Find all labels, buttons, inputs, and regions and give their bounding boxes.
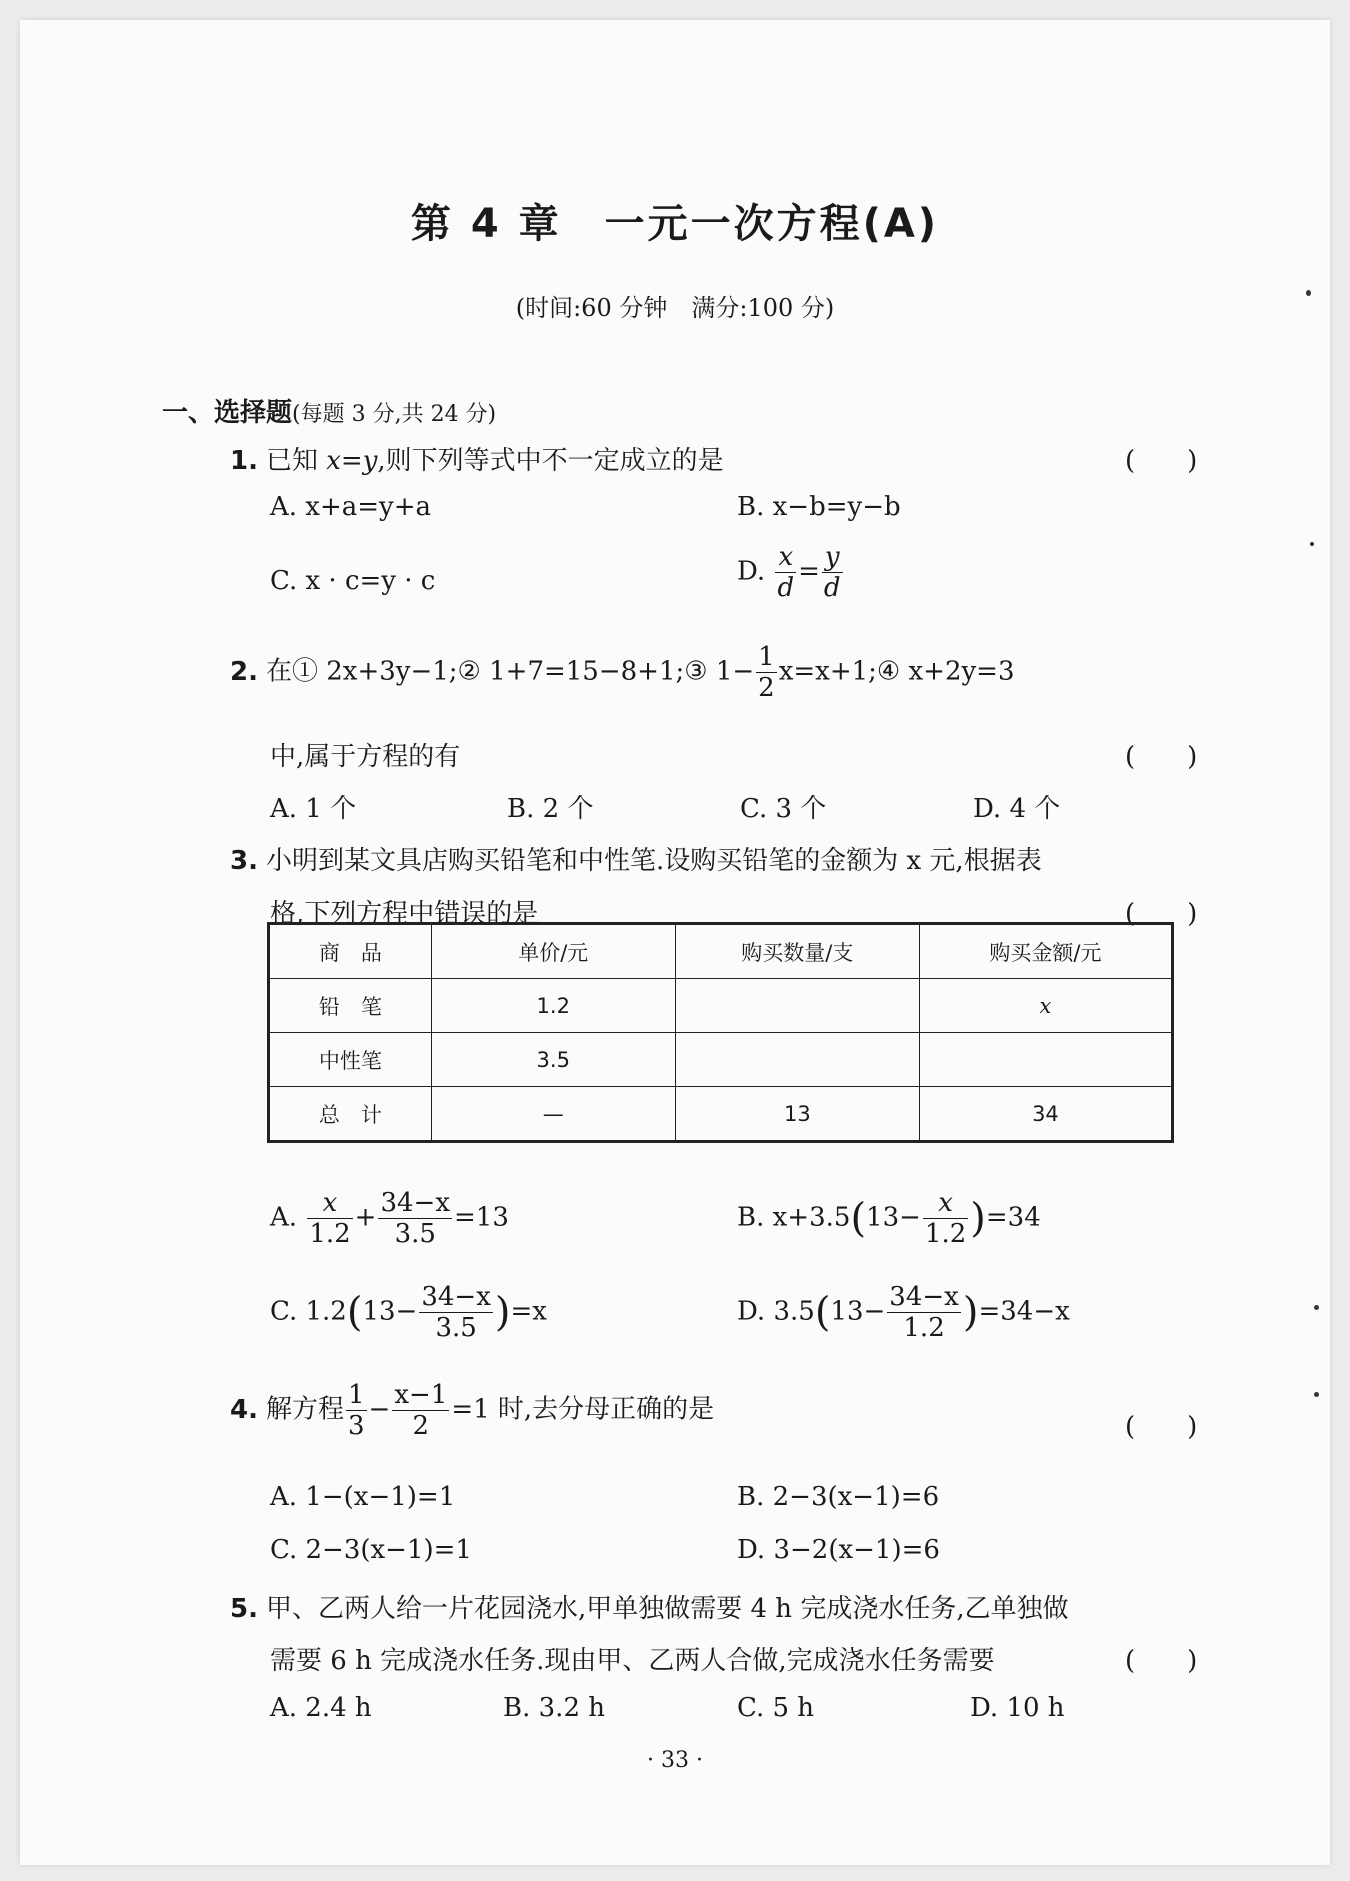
fraction: $\frac{x}{d}$ [777, 542, 795, 603]
q3-option-c[interactable]: C. 1.2(13− $\frac{34-x}{3.5}$ )=x [270, 1282, 547, 1343]
stem-text: 解方程 [265, 1394, 344, 1425]
table-cell: x [919, 979, 1172, 1033]
q1-option-d[interactable]: D. $\frac{x}{d}$ = $\frac{y}{d}$ [737, 542, 841, 603]
table-cell: 13 [675, 1087, 919, 1142]
answer-blank[interactable]: ( ) [1125, 899, 1198, 929]
q1-option-b[interactable]: B. x−b=y−b [737, 492, 901, 522]
exam-info: (时间:60 分钟 满分:100 分) [515, 294, 835, 322]
scan-speck [1314, 1392, 1319, 1397]
answer-blank[interactable]: ( ) [1125, 1412, 1198, 1442]
fraction: $\frac{y}{d}$ [823, 542, 841, 603]
scan-speck [1306, 290, 1311, 296]
q3-option-b[interactable]: B. x+3.5(13− $\frac{x}{1.2}$ )=34 [737, 1188, 1041, 1249]
question-1-stem [230, 440, 724, 477]
stem-math: x=y [326, 446, 378, 476]
scan-speck [1314, 1305, 1319, 1310]
q4-option-b[interactable]: B. 2−3(x−1)=6 [737, 1482, 940, 1512]
stem-text: x=x+1;④ x+2y=3 [778, 656, 1015, 687]
question-3-stem [230, 840, 1042, 877]
question-number: 2. [230, 656, 258, 687]
section-note: (每题 3 分,共 24 分) [292, 402, 497, 427]
stem-text: 小明到某文具店购买铅笔和中性笔.设购买铅笔的金额为 x 元,根据表 [265, 846, 1042, 876]
table-cell [675, 979, 919, 1033]
question-5-stem-cont: 需要 6 h 完成浇水任务.现由甲、乙两人合做,完成浇水任务需要 [270, 1646, 995, 1676]
table-cell: — [431, 1087, 675, 1142]
answer-blank[interactable]: ( ) [1125, 742, 1198, 772]
table-cell: 3.5 [431, 1033, 675, 1087]
section-heading [162, 392, 496, 429]
fraction: $\frac{34-x}{3.5}$ [421, 1282, 491, 1343]
q4-option-c[interactable]: C. 2−3(x−1)=1 [270, 1535, 472, 1565]
table-cell [675, 1033, 919, 1087]
q2-option-c[interactable]: C. 3 个 [740, 794, 827, 824]
section-title: 一、选择题 [162, 398, 293, 428]
question-number: 4. [230, 1394, 258, 1425]
stem-text: 甲、乙两人给一片花园浇水,甲单独做需要 4 h 完成浇水任务,乙单独做 [265, 1594, 1069, 1624]
scan-speck [1310, 542, 1314, 546]
table-header-row [269, 924, 1173, 979]
table-row [269, 979, 1173, 1033]
table-cell [919, 1033, 1172, 1087]
q5-option-d[interactable]: D. 10 h [970, 1693, 1065, 1723]
option-label: D. [737, 556, 766, 587]
q5-option-c[interactable]: C. 5 h [737, 1693, 815, 1723]
table-cell: 34 [919, 1087, 1172, 1142]
stem-text: 在① 2x+3y−1;② 1+7=15−8+1;③ 1− [265, 656, 755, 687]
stem-text: 已知 [265, 446, 318, 476]
purchase-table [267, 922, 1174, 1143]
fraction: $\frac{1}{2}$ [758, 642, 775, 703]
fraction: $\frac{x}{1.2}$ [924, 1188, 967, 1249]
question-number: 1. [230, 446, 258, 476]
q4-option-d[interactable]: D. 3−2(x−1)=6 [737, 1535, 940, 1565]
table-cell: 总 计 [269, 1087, 432, 1142]
table-header: 商 品 [269, 924, 432, 979]
q5-option-a[interactable]: A. 2.4 h [270, 1693, 372, 1723]
q4-option-a[interactable]: A. 1−(x−1)=1 [270, 1482, 456, 1512]
q3-option-d[interactable]: D. 3.5(13− $\frac{34-x}{1.2}$ )=34−x [737, 1282, 1070, 1343]
answer-blank[interactable]: ( ) [1125, 1646, 1198, 1676]
fraction: $\frac{x}{1.2}$ [309, 1188, 351, 1249]
question-4-stem: 4. 解方程 $\frac{1}{3}$ − $\frac{x-1}{2}$ =1 时,去分母正确的是 [230, 1380, 715, 1441]
answer-blank[interactable]: ( ) [1125, 446, 1198, 476]
question-number: 5. [230, 1594, 258, 1624]
question-5-stem [230, 1588, 1069, 1625]
table-row [269, 1087, 1173, 1142]
question-2-stem [230, 642, 1015, 703]
table-header: 购买金额/元 [919, 924, 1172, 979]
fraction: $\frac{x-1}{2}$ [394, 1380, 448, 1441]
table-header: 购买数量/支 [675, 924, 919, 979]
question-number: 3. [230, 846, 258, 876]
fraction: $\frac{34-x}{1.2}$ [889, 1282, 959, 1343]
q2-option-a[interactable]: A. 1 个 [270, 794, 357, 824]
fraction: $\frac{1}{3}$ [347, 1380, 365, 1441]
question-2-stem-cont: 中,属于方程的有 [270, 742, 461, 772]
stem-text: =1 时,去分母正确的是 [451, 1394, 715, 1425]
chapter-title: 第 4 章 一元一次方程(A) [410, 201, 940, 247]
q2-option-d[interactable]: D. 4 个 [973, 794, 1061, 824]
stem-text: ,则下列等式中不一定成立的是 [377, 446, 724, 476]
worksheet-page [20, 20, 1330, 1865]
fraction: $\frac{34-x}{3.5}$ [380, 1188, 451, 1249]
table-cell: 铅 笔 [269, 979, 432, 1033]
table-cell: 中性笔 [269, 1033, 432, 1087]
q3-option-a[interactable]: A. $\frac{x}{1.2}$ + $\frac{34-x}{3.5}$ =13 [270, 1188, 509, 1249]
q2-option-b[interactable]: B. 2 个 [507, 794, 594, 824]
table-header: 单价/元 [431, 924, 675, 979]
q1-option-c[interactable]: C. x · c=y · c [270, 566, 436, 596]
table-cell: 1.2 [431, 979, 675, 1033]
page-number: · 33 · [647, 1748, 703, 1773]
question-3-stem-cont: 格,下列方程中错误的是 [270, 899, 539, 929]
table-row [269, 1033, 1173, 1087]
q5-option-b[interactable]: B. 3.2 h [503, 1693, 605, 1723]
q1-option-a[interactable]: A. x+a=y+a [270, 492, 432, 522]
